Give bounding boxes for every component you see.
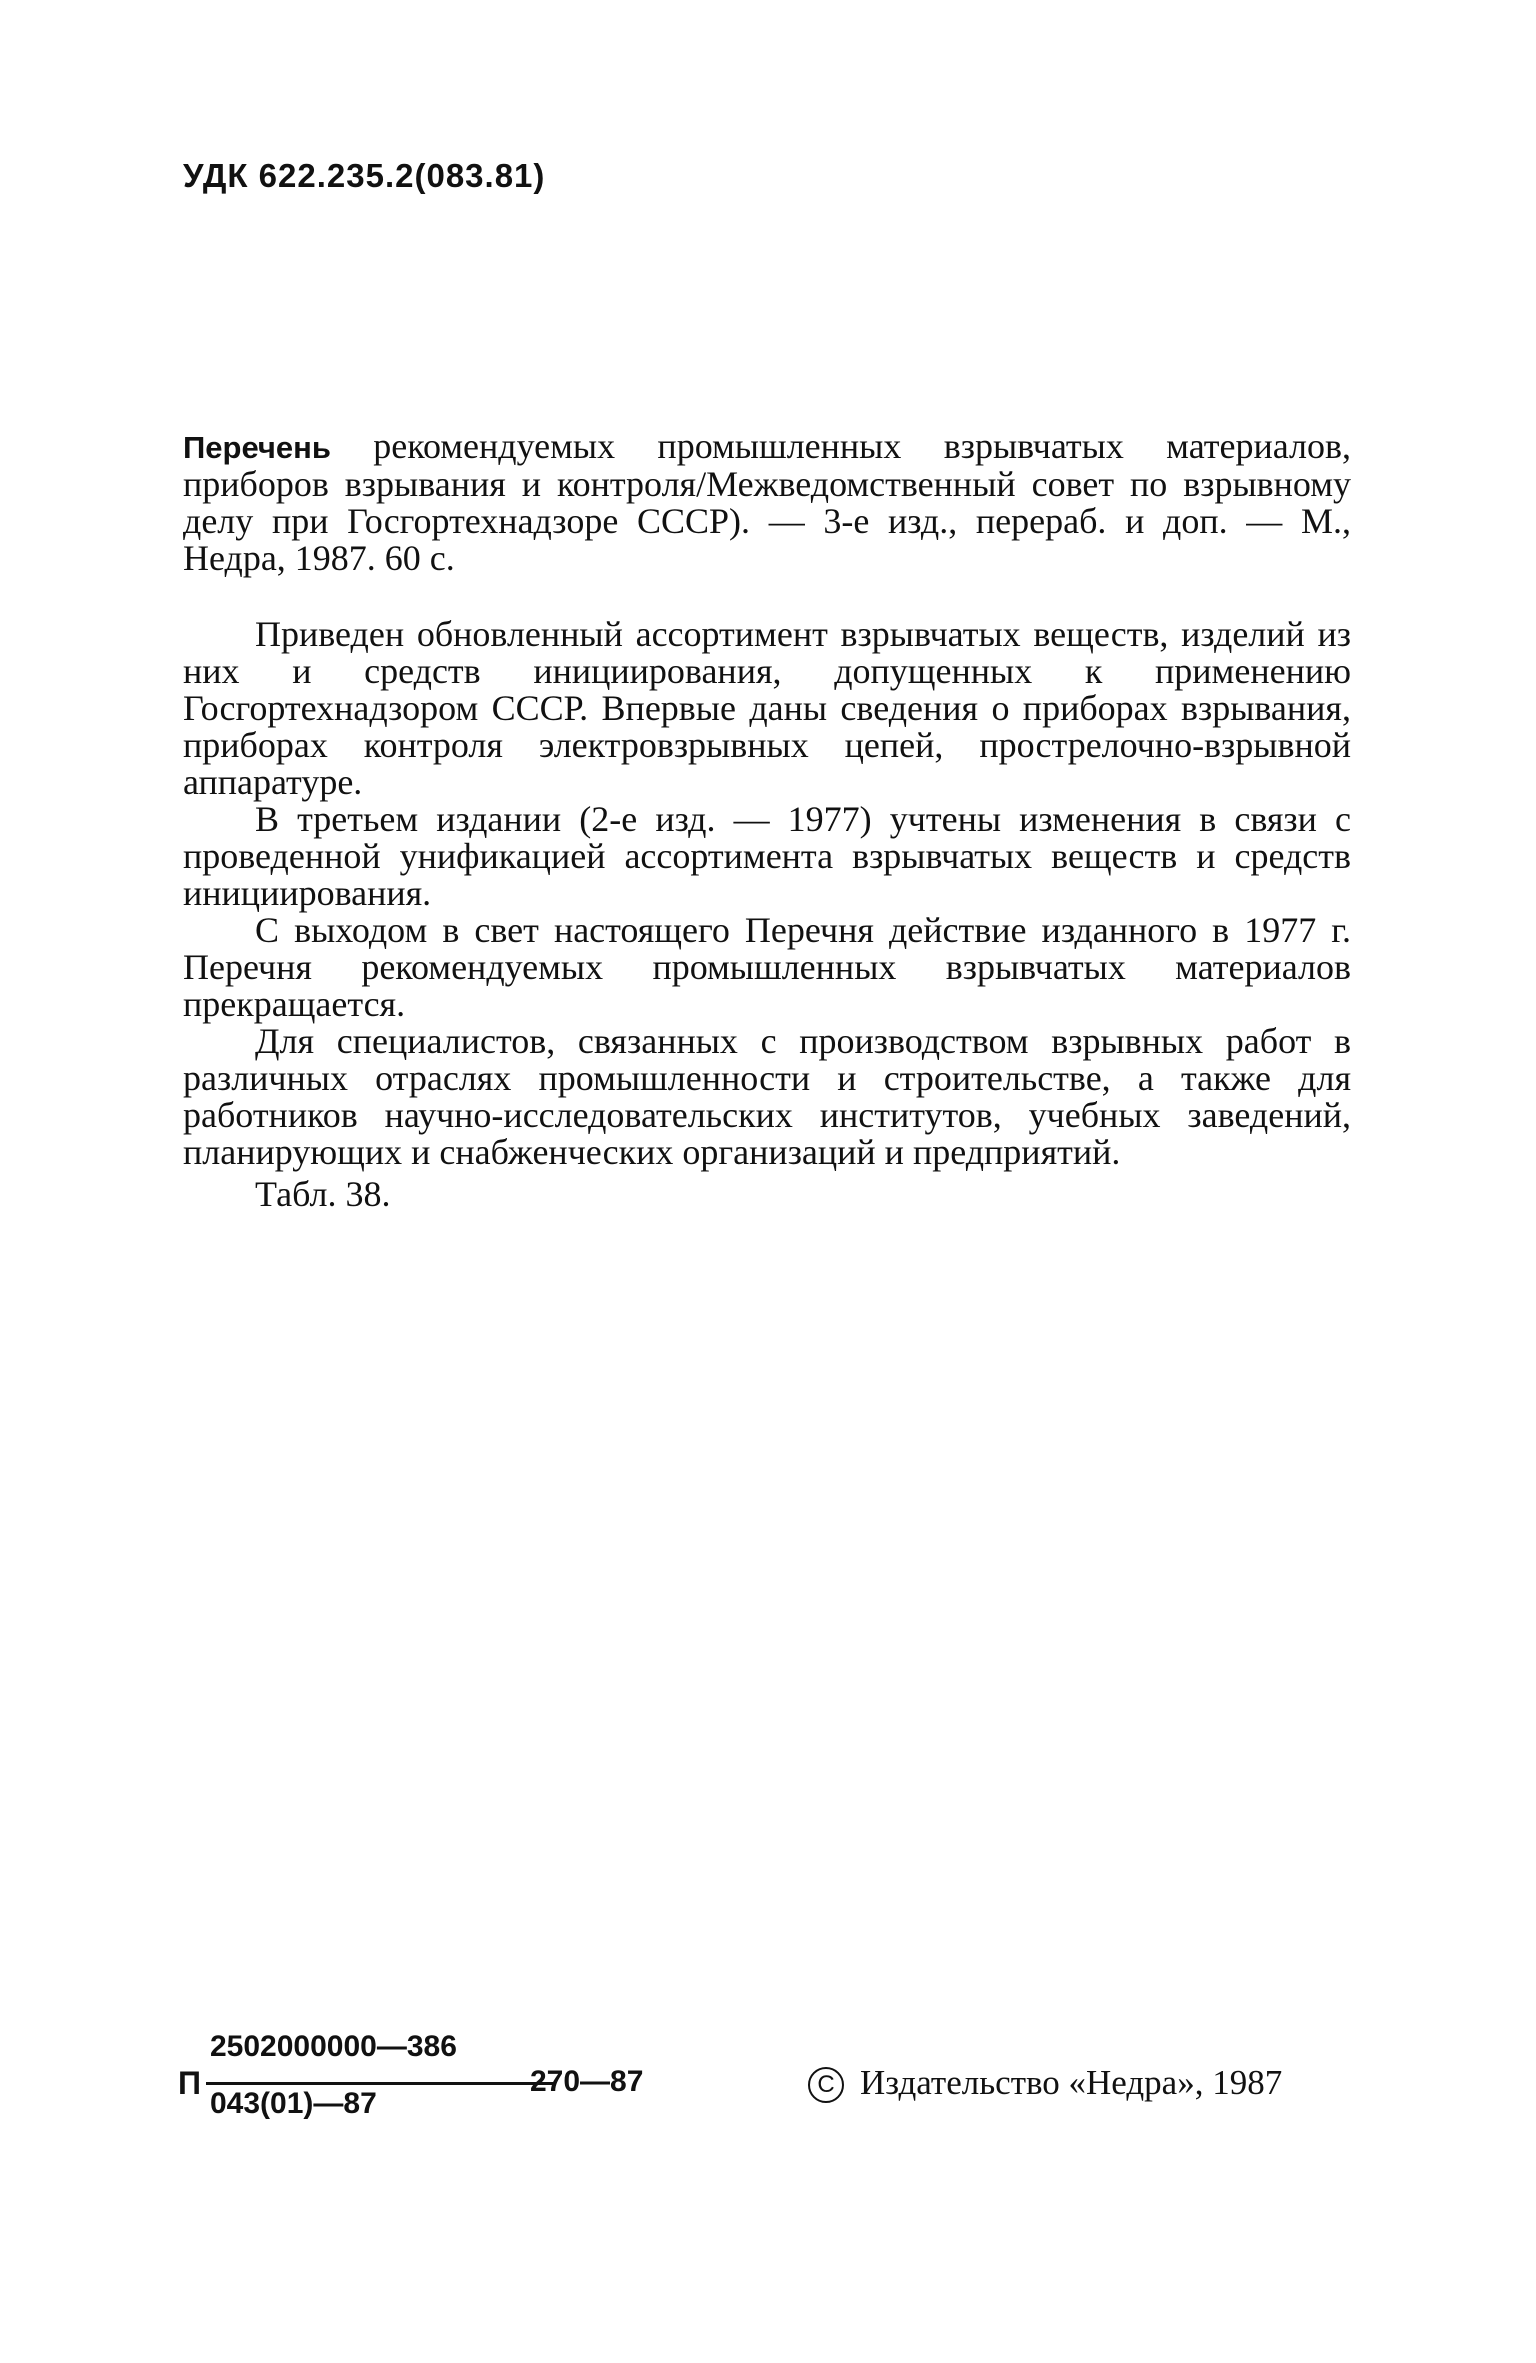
bib-title: Перечень [183, 430, 331, 465]
tables-count: Табл. 38. [255, 1174, 391, 1214]
copyright-text: Издательство «Недра», 1987 [860, 2063, 1283, 2102]
bib-description: рекомендуемых промышленных взрывчатых материалов, приборов взрывания и контроля/Межведомственный совет по взрывному делу при Госгортехнадзоре СССР). — 3-е изд., перераб. и доп. — М., Недра, 1987. 60 с. [183, 426, 1351, 578]
abstract [183, 428, 1351, 1213]
fraction-line [206, 2082, 556, 2085]
copyright-icon: C [808, 2067, 844, 2103]
index-numerator: 2502000000—386 [210, 2030, 457, 2063]
annotation-paragraph: Для специалистов, связанных с производством взрывных работ в различных отраслях промышленности и строительстве, а также для работников научно-исследовательских институтов, учебных заведений, планирующих и снабженческих организаций и предприятий. [183, 1021, 1351, 1172]
annotation-paragraph: Приведен обновленный ассортимент взрывчатых веществ, изделий из них и средств инициирования, допущенных к применению Госгортехнадзором СССР. Впервые даны сведения о приборах взрывания, приборах контроля электровзрывных цепей, прострелочно-взрывной аппаратуре. [183, 614, 1351, 802]
annotation-paragraph: В третьем издании (2-е изд. — 1977) учтены изменения в связи с проведенной унификацией ассортимента взрывчатых веществ и средств инициирования. [183, 799, 1351, 913]
index-denominator: 043(01)—87 [210, 2087, 377, 2120]
index-code: 270—87 [530, 2065, 644, 2098]
udk-code: УДК 622.235.2(083.81) [183, 157, 546, 194]
index-prefix: П [178, 2065, 201, 2101]
bibliographic-record [183, 428, 1351, 577]
copyright-notice [808, 2063, 1282, 2103]
annotation-paragraph: С выходом в свет настоящего Перечня действие изданного в 1977 г. Перечня рекомендуемых промышленных взрывчатых материалов прекращается. [183, 910, 1351, 1024]
